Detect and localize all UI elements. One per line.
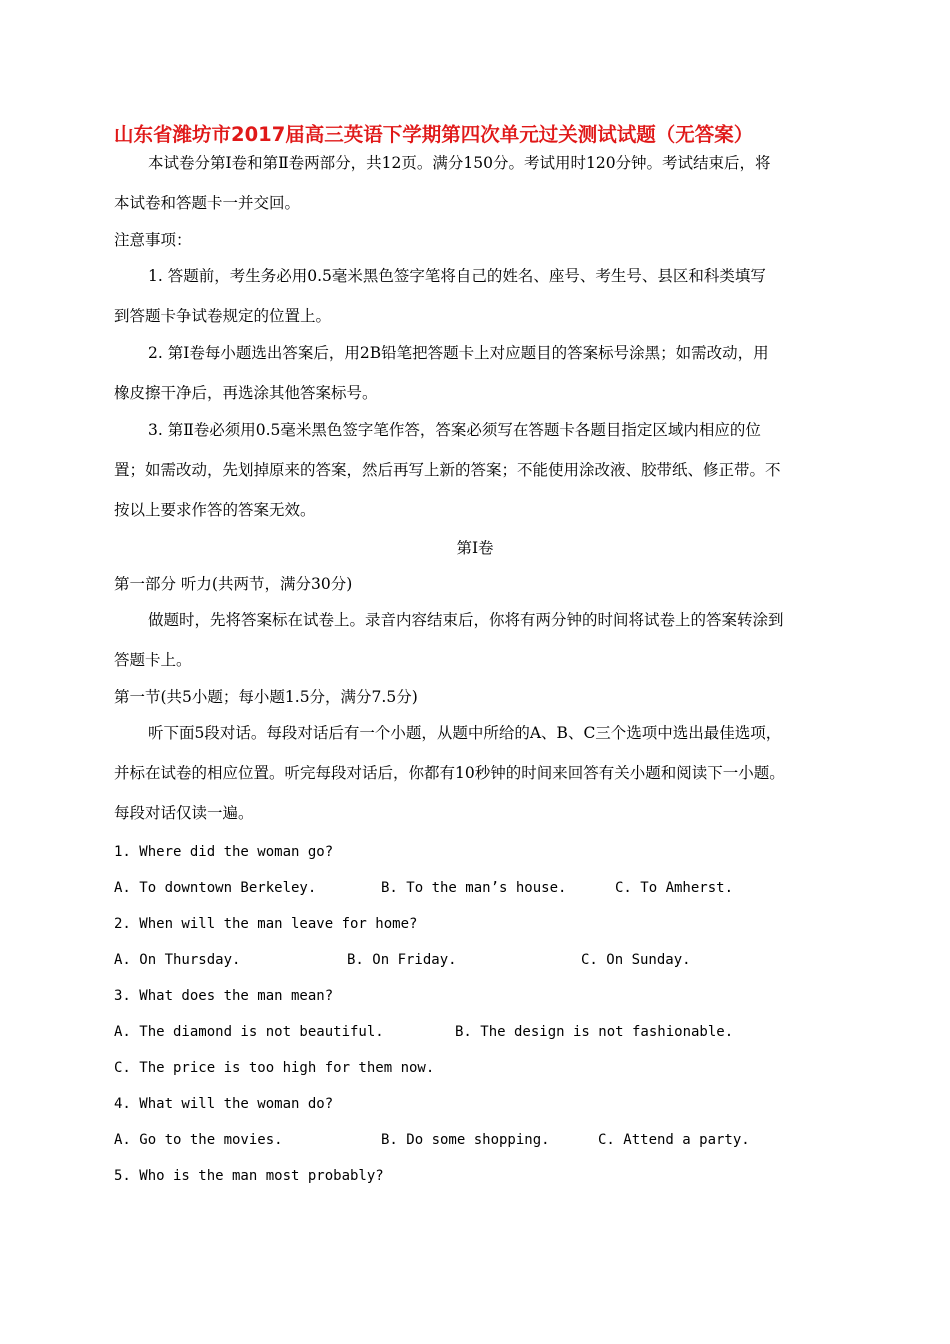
option-a: A. The diamond is not beautiful. bbox=[114, 1024, 384, 1040]
intro-line: 本试卷和答题卡一并交回。 bbox=[114, 194, 301, 212]
question-1: 1. Where did the woman go? bbox=[114, 844, 334, 860]
notice-line: 1. 答题前，考生务必用0.5毫米黑色签字笔将自己的姓名、座号、考生号、县区和科类填写 bbox=[148, 267, 766, 285]
option-b: B. The design is not fashionable. bbox=[455, 1024, 734, 1040]
notice-line: 到答题卡争试卷规定的位置上。 bbox=[114, 307, 332, 325]
option-a: A. On Thursday. bbox=[114, 952, 241, 968]
part1-instruction: 答题卡上。 bbox=[114, 651, 192, 669]
notice-line: 置；如需改动，先划掉原来的答案，然后再写上新的答案；不能使用涂改液、胶带纸、修正带。不 bbox=[114, 461, 781, 479]
notice-line: 3. 第Ⅱ卷必须用0.5毫米黑色签字笔作答，答案必须写在答题卡各题目指定区域内相应的位 bbox=[148, 421, 761, 439]
question-3: 3. What does the man mean? bbox=[114, 988, 334, 1004]
option-a: A. To downtown Berkeley. bbox=[114, 880, 317, 896]
notice-line: 按以上要求作答的答案无效。 bbox=[114, 501, 316, 519]
section1-heading: 第一节(共5小题；每小题1.5分，满分7.5分) bbox=[114, 688, 418, 706]
volume-heading: 第Ⅰ卷 bbox=[456, 539, 494, 557]
document-title: 山东省潍坊市2017届高三英语下学期第四次单元过关测试试题（无答案） bbox=[114, 123, 754, 146]
part1-instruction: 做题时，先将答案标在试卷上。录音内容结束后，你将有两分钟的时间将试卷上的答案转涂到 bbox=[148, 611, 784, 629]
part1-heading: 第一部分 听力(共两节，满分30分) bbox=[114, 575, 353, 593]
option-c: C. To Amherst. bbox=[615, 880, 734, 896]
option-a: A. Go to the movies. bbox=[114, 1132, 283, 1148]
section1-instruction: 听下面5段对话。每段对话后有一个小题，从题中所给的A、B、C三个选项中选出最佳选项， bbox=[148, 724, 782, 742]
question-2: 2. When will the man leave for home? bbox=[114, 916, 418, 932]
option-b: B. To the man’s house. bbox=[381, 880, 567, 896]
notice-line: 橡皮擦干净后，再选涂其他答案标号。 bbox=[114, 384, 378, 402]
option-c: C. The price is too high for them now. bbox=[114, 1060, 435, 1076]
option-c: C. On Sunday. bbox=[581, 952, 691, 968]
question-5: 5. Who is the man most probably? bbox=[114, 1168, 384, 1184]
intro-line: 本试卷分第Ⅰ卷和第Ⅱ卷两部分，共12页。满分150分。考试用时120分钟。考试结束后，将 bbox=[148, 154, 771, 172]
section1-instruction: 并标在试卷的相应位置。听完每段对话后，你都有10秒钟的时间来回答有关小题和阅读下一小题。 bbox=[114, 764, 785, 782]
notice-line: 2. 第Ⅰ卷每小题选出答案后，用2B铅笔把答题卡上对应题目的答案标号涂黑；如需改动，用 bbox=[148, 344, 769, 362]
option-c: C. Attend a party. bbox=[598, 1132, 750, 1148]
option-b: B. On Friday. bbox=[347, 952, 457, 968]
section1-instruction: 每段对话仅读一遍。 bbox=[114, 804, 254, 822]
question-4: 4. What will the woman do? bbox=[114, 1096, 334, 1112]
notice-heading: 注意事项： bbox=[114, 231, 192, 249]
option-b: B. Do some shopping. bbox=[381, 1132, 550, 1148]
